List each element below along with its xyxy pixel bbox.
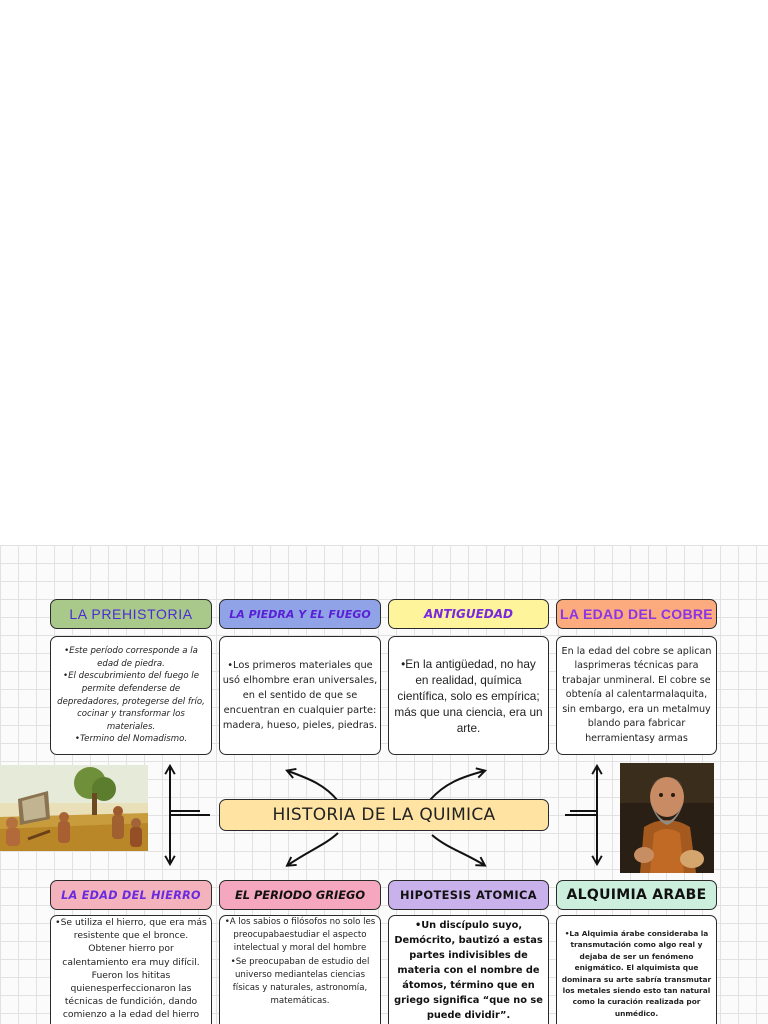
text-box-edad-hierro: •Se utiliza el hierro, que era más resistente que el bronce. Obtener hierro por calentamiento era muy difícil. Fueron los hititas quienesperfeccionaron las técnicas de fundición, dando comienzo a la edad del hierro (50, 915, 212, 1024)
header-piedra-fuego: LA PIEDRA Y EL FUEGO (219, 599, 381, 629)
main-title: HISTORIA DE LA QUIMICA (219, 799, 549, 831)
text-box-alquimia-arabe: •La Alquimia árabe consideraba la transmutación como algo real y dejaba de ser un fenómeno enigmático. El alquimista que dominara su arte sabría transmutar los metales siendo esto tan natural como la curación realizada por unmédico. (556, 915, 717, 1024)
curved-arrow-up-left (288, 771, 338, 801)
text-box-piedra-fuego: •Los primeros materiales que usó elhombre eran universales, en el sentido de que se encuentran en cualquier parte: madera, hueso, pieles, piedras. (219, 636, 381, 755)
header-edad-cobre: LA EDAD DEL COBRE (556, 599, 717, 629)
text-box-periodo-griego: •A los sabios o filósofos no solo les preocupabaestudiar el aspecto intelectual y moral del hombre •Se preocupaban de estudio del universo mediantelas ciencias físicas y naturales, astronomía, matemáticas. (219, 915, 381, 1024)
text-box-hipotesis-atomica: •Un discípulo suyo, Demócrito, bautizó a estas partes indivisibles de materia con el nombre de átomos, término que en griego significa “que no se puede dividir”. (388, 915, 549, 1024)
left-bracket-arrow (170, 767, 210, 863)
header-alquimia-arabe: ALQUIMIA ARABE (556, 880, 717, 910)
prehistoric-people-image (0, 765, 148, 851)
header-prehistoria: LA PREHISTORIA (50, 599, 212, 629)
text-box-prehistoria: •Este período corresponde a la edad de piedra. •El descubrimiento del fuego le permite defenderse de depredadores, protegerse del frío, cocinar y transformar los materiales. •Termino del Nomadismo. (50, 636, 212, 755)
curved-arrow-down-right (432, 835, 484, 865)
header-edad-hierro: LA EDAD DEL HIERRO (50, 880, 212, 910)
header-hipotesis-atomica: HIPOTESIS ATOMICA (388, 880, 549, 910)
text-box-edad-cobre: En la edad del cobre se aplican lasprimeras técnicas para trabajar unmineral. El cobre se obtenía al calentarmalaquita, sin embargo, era un metalmuy blando para fabricar herramientasy armas (556, 636, 717, 755)
header-periodo-griego: EL PERIODO GRIEGO (219, 880, 381, 910)
text-box-antiguedad: •En la antigüedad, no hay en realidad, química científica, solo es empírica; más que una ciencia, era un arte. (388, 636, 549, 755)
curved-arrow-down-left (288, 833, 338, 865)
right-bracket-arrow (565, 767, 597, 863)
alchemist-portrait-image (620, 763, 714, 873)
header-antiguedad: ANTIGUEDAD (388, 599, 549, 629)
mind-map-board (0, 545, 768, 1024)
curved-arrow-up-right (430, 771, 484, 800)
